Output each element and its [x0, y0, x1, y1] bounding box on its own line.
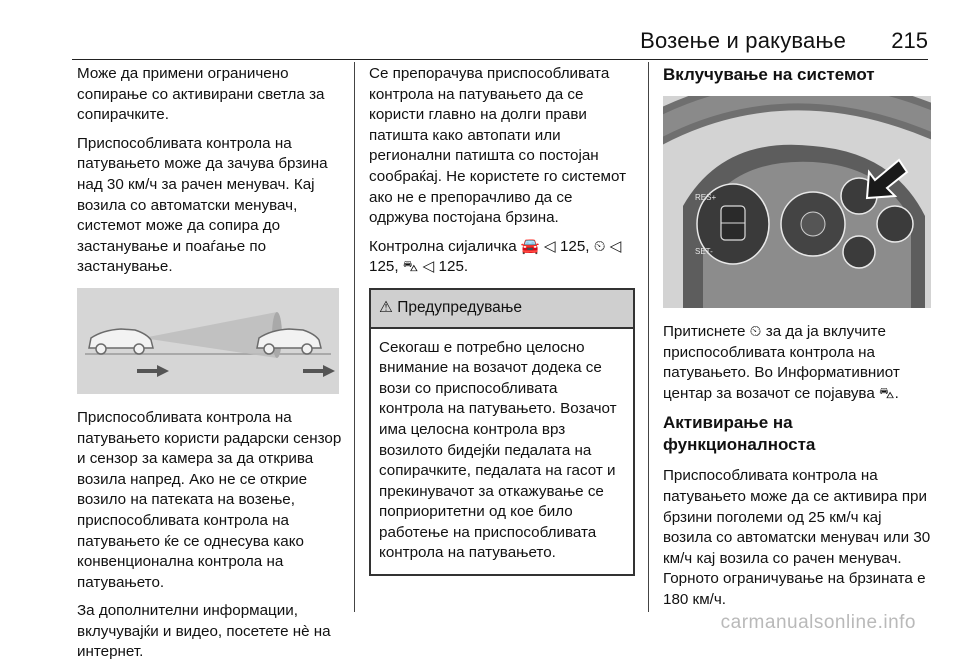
paragraph: За дополнителни информации, вклучувајќи и видео, посетете нè на интернет.: [77, 602, 331, 661]
warning-title: ⚠ Предупредување: [371, 290, 633, 329]
warning-text: Секогаш е потребно целосно внимание на возачот додека се вози со приспособливата контрола на патувањето. Возачот има целосна контрола врз возилото бидејќи педалата на сопирачките, педалата на гасот и прекинувачот за откажување се поприоритетни од кое било работење на приспособливата контрола на патувањето.: [379, 338, 617, 562]
warning-box: [369, 288, 635, 576]
heading-activate-function: Активирање на функционалноста: [663, 413, 816, 455]
paragraph: Притиснете ⏲ за да ја вклучите приспособливата контрола на патувањето. Во Информативниот центар за возачот се појавува ⛍.: [663, 323, 900, 402]
watermark: carmanualsonline.info: [720, 612, 916, 633]
section-title: Возење и ракување: [640, 28, 846, 53]
heading-enable-system: Вклучување на системот: [663, 65, 875, 84]
paragraph: Може да примени ограничено сопирање со активирани светла за сопирачките.: [77, 65, 325, 124]
paragraph: Приспособливата контрола на патувањето може да зачува брзина над 30 км/ч за рачен менувач. Кај возила со автоматски менувач, системот може да сопира до застанување и поаѓање по застанување.: [77, 134, 328, 276]
radar-figure-svg: [77, 288, 339, 394]
column-divider: [648, 62, 649, 612]
column-divider: [354, 62, 355, 612]
set-label: SET-: [695, 247, 713, 256]
column-1: [77, 64, 345, 671]
header-rule: [72, 59, 928, 60]
paragraph: Контролна сијаличка 🚘 ◁ 125, ⏲ ◁ 125, ⛍ ◁ 125.: [369, 237, 622, 276]
column-3: [663, 64, 931, 619]
column-2: [369, 64, 634, 576]
paragraph: Се препорачува приспособливата контрола на патувањето да се користи главно на долги прави патишта како автопати или регионални патишта со постојан сообраќај. Не користете го системот ако не е препорачливо да се одржува постојана брзина.: [369, 65, 627, 227]
paragraph: Приспособливата контрола на патувањето може да се активира при брзини поголеми од 25 км/ч кај возила со автоматски менувач или 30 км/ч кај возила со рачен менувач. Горното ограничување на брзината е 180 км/ч.: [663, 467, 931, 608]
paragraph: Приспособливата контрола на патувањето користи радарски сензор и сензор за камера за да открива возила напред. Ако не се открие возило на патеката на возење, приспособливата контрола на патувањето ќе се однесува како конвенционална контрола на патувањето.: [77, 408, 342, 591]
res-label: RES+: [695, 193, 717, 202]
steering-wheel-svg: [663, 96, 931, 308]
steering-wheel-illustration: [663, 96, 931, 308]
page-number: 215: [891, 28, 928, 53]
radar-illustration: [77, 288, 339, 394]
page-header: [72, 28, 928, 58]
